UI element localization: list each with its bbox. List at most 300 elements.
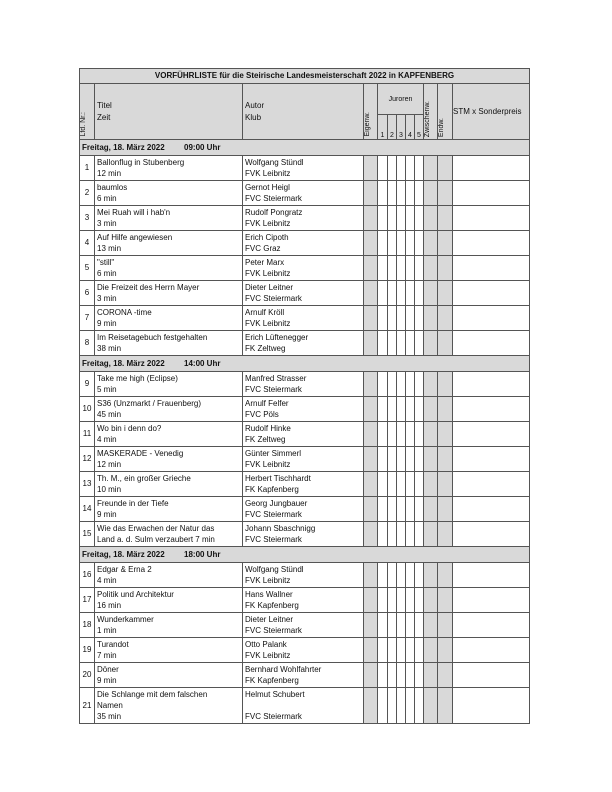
stm-cell [453,281,530,306]
eigenw-cell [364,181,378,206]
juror-cell [388,397,397,422]
juror-cell [378,638,388,663]
juror-cell [415,422,424,447]
table-row [80,522,530,547]
table-row [80,447,530,472]
stm-cell [453,372,530,397]
entry-author-cell [243,206,364,231]
juror-cell [406,281,415,306]
header-juror-3: 3 [397,115,406,140]
zwischenw-cell [424,613,438,638]
juror-cell [388,497,397,522]
entry-duration: 4 min [97,576,117,585]
entry-author: Herbert Tischhardt [245,474,311,483]
zwischenw-cell [424,422,438,447]
juror-cell [378,663,388,688]
entry-title-cell [95,256,243,281]
juror-cell [378,588,388,613]
eigenw-cell [364,256,378,281]
juror-cell [388,688,397,724]
juror-cell [406,563,415,588]
eigenw-cell [364,613,378,638]
eigenw-cell [364,688,378,724]
endw-cell [438,638,453,663]
entry-author-cell [243,497,364,522]
endw-cell [438,181,453,206]
juror-cell [406,613,415,638]
zwischenw-cell [424,306,438,331]
entry-number: 17 [80,588,95,613]
entry-number: 1 [80,156,95,181]
entry-author: Rudolf Hinke [245,424,291,433]
entry-author: Arnulf Kröll [245,308,285,317]
juror-cell [406,472,415,497]
juror-cell [415,206,424,231]
table-row [80,181,530,206]
zwischenw-cell [424,397,438,422]
entry-club: FVK Leibnitz [245,651,291,660]
juror-cell [388,281,397,306]
juror-cell [415,181,424,206]
zwischenw-cell [424,281,438,306]
entry-title-cell [95,422,243,447]
entry-author: Erich Lüftenegger [245,333,309,342]
juror-cell [406,156,415,181]
entry-club: FK Zeltweg [245,435,286,444]
entry-number: 9 [80,372,95,397]
entry-author: Manfred Strasser [245,374,307,383]
entry-duration: 12 min [97,460,122,469]
table-row [80,206,530,231]
juror-cell [415,588,424,613]
juror-cell [388,613,397,638]
endw-cell [438,472,453,497]
entry-title: S36 (Unzmarkt / Frauenberg) [97,399,202,408]
juror-cell [397,613,406,638]
table-row [80,472,530,497]
juror-cell [406,422,415,447]
stm-cell [453,231,530,256]
juror-cell [415,447,424,472]
eigenw-cell [364,447,378,472]
entry-club: FVC Steiermark [245,626,302,635]
stm-cell [453,522,530,547]
header-juror-2: 2 [388,115,397,140]
juror-cell [388,156,397,181]
stm-cell [453,663,530,688]
entry-author-cell [243,181,364,206]
entry-title-cell [95,472,243,497]
juror-cell [388,331,397,356]
entry-title-cell [95,181,243,206]
entry-club: FVK Leibnitz [245,219,291,228]
entry-club: FVK Leibnitz [245,269,291,278]
entry-duration: 7 min [97,651,117,660]
entry-duration: 3 min [97,219,117,228]
entry-author: Otto Palank [245,640,287,649]
endw-cell [438,156,453,181]
entry-author: Georg Jungbauer [245,499,308,508]
juror-cell [415,397,424,422]
entry-title-cell [95,497,243,522]
juror-cell [406,588,415,613]
section-time: 09:00 Uhr [184,142,221,152]
endw-cell [438,372,453,397]
entry-author: Gernot Heigl [245,183,290,192]
entry-title-cell [95,588,243,613]
entry-author-cell [243,688,364,724]
endw-cell [438,306,453,331]
entry-club: FVC Steiermark [245,385,302,394]
juror-cell [397,372,406,397]
zwischenw-cell [424,256,438,281]
table-row [80,422,530,447]
juror-cell [378,397,388,422]
entry-duration: 9 min [97,676,117,685]
juror-cell [388,231,397,256]
entry-club: FVC Steiermark [245,194,302,203]
section-date: Freitag, 18. März 2022 [82,142,165,152]
section-date: Freitag, 18. März 2022 [82,549,165,559]
stm-cell [453,256,530,281]
juror-cell [406,231,415,256]
table-row [80,663,530,688]
entry-author: Wolfgang Stündl [245,565,304,574]
juror-cell [406,688,415,724]
entry-number: 5 [80,256,95,281]
entry-duration: 9 min [97,319,117,328]
juror-cell [388,663,397,688]
entry-duration: 6 min [97,194,117,203]
eigenw-cell [364,422,378,447]
juror-cell [397,181,406,206]
juror-cell [397,563,406,588]
entry-title-cell [95,372,243,397]
entry-author-cell [243,306,364,331]
entry-author-cell [243,638,364,663]
endw-cell [438,206,453,231]
juror-cell [388,447,397,472]
entry-duration: 38 min [97,344,122,353]
entry-author-cell [243,563,364,588]
juror-cell [388,563,397,588]
entry-duration: 5 min [97,385,117,394]
juror-cell [397,688,406,724]
eigenw-cell [364,397,378,422]
eigenw-cell [364,306,378,331]
juror-cell [406,447,415,472]
endw-cell [438,588,453,613]
endw-cell [438,613,453,638]
entry-club: FVK Leibnitz [245,576,291,585]
entry-author-cell [243,472,364,497]
entry-title: Auf Hilfe angewiesen [97,233,173,242]
juror-cell [388,372,397,397]
stm-cell [453,306,530,331]
juror-cell [388,588,397,613]
juror-cell [415,497,424,522]
entry-club: FVC Steiermark [245,294,302,303]
entry-title: Wo bin i denn do? [97,424,162,433]
section-time: 18:00 Uhr [184,549,221,559]
entry-duration: 10 min [97,485,122,494]
juror-cell [406,497,415,522]
entry-title: Die Freizeit des Herrn Mayer [97,283,200,292]
entry-author-cell [243,522,364,547]
header-juror-4: 4 [406,115,415,140]
entry-club: FVK Leibnitz [245,319,291,328]
entry-title-cell [95,688,243,724]
stm-cell [453,613,530,638]
stm-cell [453,472,530,497]
header-title-time: Titel Zeit [95,84,243,140]
entry-author-cell [243,613,364,638]
zwischenw-cell [424,522,438,547]
juror-cell [397,231,406,256]
zwischenw-cell [424,331,438,356]
entry-author: Hans Wallner [245,590,293,599]
juror-cell [388,472,397,497]
entry-author: Dieter Leitner [245,615,294,624]
zwischenw-cell [424,497,438,522]
juror-cell [406,397,415,422]
entry-title-cell [95,397,243,422]
entry-club: FVK Leibnitz [245,169,291,178]
endw-cell [438,688,453,724]
entry-number: 19 [80,638,95,663]
juror-cell [378,206,388,231]
juror-cell [415,663,424,688]
entry-author-cell [243,422,364,447]
juror-cell [415,156,424,181]
header-juror-5: 5 [415,115,424,140]
entry-number: 12 [80,447,95,472]
entry-number: 15 [80,522,95,547]
juror-cell [397,638,406,663]
entry-author-cell [243,447,364,472]
entry-title-cell [95,206,243,231]
eigenw-cell [364,231,378,256]
section-header [80,140,530,156]
entry-duration: 6 min [97,269,117,278]
juror-cell [406,331,415,356]
entry-title: Politik und Architektur [97,590,174,599]
juror-cell [415,372,424,397]
entry-title: "still" [97,258,115,267]
entry-title: Mei Ruah will i hab'n [97,208,171,217]
header-juroren: Juroren [378,84,424,115]
entry-number: 16 [80,563,95,588]
section-time: 14:00 Uhr [184,358,221,368]
entry-author: Erich Cipoth [245,233,289,242]
endw-cell [438,497,453,522]
endw-cell [438,563,453,588]
juror-cell [378,281,388,306]
eigenw-cell [364,563,378,588]
entry-author-cell [243,281,364,306]
entry-number: 13 [80,472,95,497]
eigenw-cell [364,372,378,397]
juror-cell [406,256,415,281]
eigenw-cell [364,472,378,497]
juror-cell [406,206,415,231]
entry-duration: 9 min [97,510,117,519]
entry-title-cell [95,156,243,181]
entry-duration: 13 min [97,244,122,253]
juror-cell [388,522,397,547]
zwischenw-cell [424,688,438,724]
entry-duration: 4 min [97,435,117,444]
entry-number: 6 [80,281,95,306]
juror-cell [378,156,388,181]
entry-title: Ballonflug in Stubenberg [97,158,185,167]
juror-cell [388,306,397,331]
stm-cell [453,397,530,422]
eigenw-cell [364,156,378,181]
juror-cell [388,206,397,231]
eigenw-cell [364,206,378,231]
eigenw-cell [364,588,378,613]
entry-club: FVC Pöls [245,410,279,419]
juror-cell [406,306,415,331]
zwischenw-cell [424,638,438,663]
juror-cell [397,281,406,306]
entry-duration: Namen [97,701,123,710]
zwischenw-cell [424,231,438,256]
entry-title: Wie das Erwachen der Natur das [97,524,215,533]
juror-cell [388,181,397,206]
juror-cell [378,231,388,256]
stm-cell [453,206,530,231]
juror-cell [415,256,424,281]
zwischenw-cell [424,563,438,588]
table-row [80,588,530,613]
entry-title: Döner [97,665,119,674]
header-author-club: Autor Klub [243,84,364,140]
juror-cell [388,256,397,281]
entry-author-cell [243,156,364,181]
entry-title: Th. M., ein großer Grieche [97,474,191,483]
header-nr: Lfd. Nr.: [80,84,95,140]
table-row [80,397,530,422]
entry-duration: 1 min [97,626,117,635]
juror-cell [406,638,415,663]
entry-duration: 16 min [97,601,122,610]
juror-cell [378,688,388,724]
juror-cell [397,447,406,472]
juror-cell [415,522,424,547]
zwischenw-cell [424,447,438,472]
juror-cell [397,663,406,688]
entry-duration: 3 min [97,294,117,303]
entry-title-cell [95,663,243,688]
stm-cell [453,181,530,206]
entry-title-cell [95,563,243,588]
entry-club: FVK Leibnitz [245,460,291,469]
entry-author: Arnulf Felfer [245,399,289,408]
table-row [80,331,530,356]
eigenw-cell [364,331,378,356]
entry-author: Günter Simmerl [245,449,302,458]
juror-cell [378,331,388,356]
header-juror-1: 1 [378,115,388,140]
entry-author-cell [243,588,364,613]
section-date: Freitag, 18. März 2022 [82,358,165,368]
juror-cell [388,422,397,447]
entry-title-cell [95,638,243,663]
entry-author: Wolfgang Stündl [245,158,304,167]
juror-cell [415,231,424,256]
entry-number: 7 [80,306,95,331]
juror-cell [378,613,388,638]
juror-cell [397,306,406,331]
entry-title-cell [95,306,243,331]
entry-author-cell [243,231,364,256]
entry-duration: 45 min [97,410,122,419]
entry-author: Peter Marx [245,258,285,267]
entry-number: 4 [80,231,95,256]
stm-cell [453,563,530,588]
entry-number: 8 [80,331,95,356]
entry-title: Im Reisetagebuch festgehalten [97,333,208,342]
juror-cell [378,522,388,547]
zwischenw-cell [424,472,438,497]
entry-author-cell [243,397,364,422]
entry-number: 21 [80,688,95,724]
entry-club: FVC Steiermark [245,535,302,544]
juror-cell [415,638,424,663]
screening-list-table [79,68,530,724]
eigenw-cell [364,638,378,663]
entry-title-cell [95,281,243,306]
entry-club: FVC Steiermark [245,510,302,519]
juror-cell [378,447,388,472]
juror-cell [397,206,406,231]
juror-cell [378,256,388,281]
header-endw: Endw. [438,84,453,140]
juror-cell [378,472,388,497]
endw-cell [438,331,453,356]
entry-title: Edgar & Erna 2 [97,565,152,574]
table-row [80,281,530,306]
zwischenw-cell [424,588,438,613]
table-row [80,613,530,638]
zwischenw-cell [424,206,438,231]
stm-cell [453,331,530,356]
juror-cell [397,156,406,181]
zwischenw-cell [424,663,438,688]
juror-cell [378,497,388,522]
entry-number: 11 [80,422,95,447]
endw-cell [438,231,453,256]
eigenw-cell [364,281,378,306]
table-row [80,497,530,522]
juror-cell [397,497,406,522]
endw-cell [438,447,453,472]
header-zwischenw: Zwischenw. [424,84,438,140]
entry-title: Take me high (Eclipse) [97,374,178,383]
juror-cell [378,422,388,447]
juror-cell [415,613,424,638]
stm-cell [453,156,530,181]
stm-cell [453,447,530,472]
table-row [80,231,530,256]
table-row [80,372,530,397]
zwischenw-cell [424,181,438,206]
juror-cell [388,638,397,663]
stm-cell [453,588,530,613]
table-row [80,638,530,663]
